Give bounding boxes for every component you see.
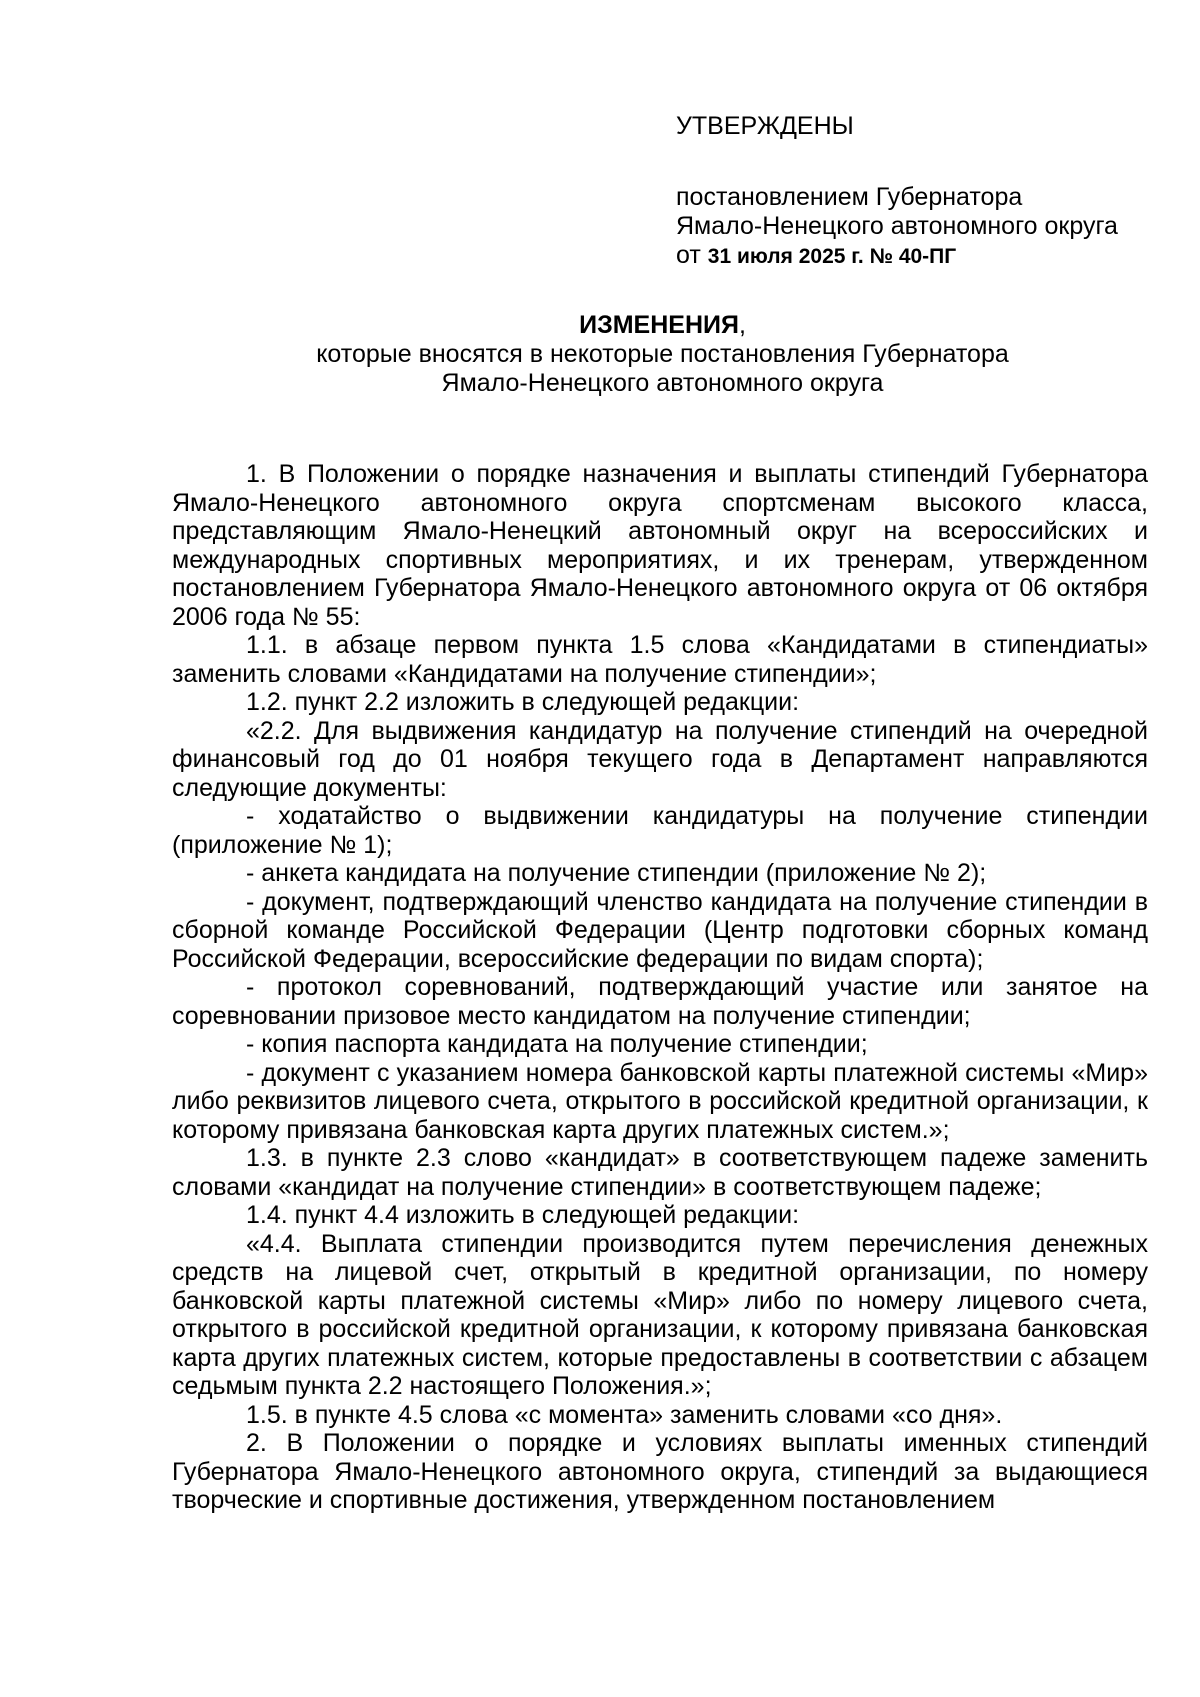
document-title-block bbox=[170, 311, 1155, 398]
paragraph: - ходатайство о выдвижении кандидатуры на получение стипендии (приложение № 1); bbox=[172, 802, 1148, 859]
paragraph: 1.5. в пункте 4.5 слова «с момента» заменить словами «со дня». bbox=[246, 1400, 1003, 1429]
paragraph: - протокол соревнований, подтверждающий участие или занятое на соревновании призовое место кандидатом на получение стипендии; bbox=[172, 973, 1148, 1030]
approval-heading: УТВЕРЖДЕНЫ bbox=[676, 112, 854, 140]
paragraph: «2.2. Для выдвижения кандидатур на получение стипендий на очередной финансовый год до 01 ноября текущего года в Департамент направляются следующие документы: bbox=[172, 716, 1148, 802]
document-title bbox=[170, 311, 1155, 340]
approval-date-prefix: от bbox=[676, 241, 708, 269]
approval-line: постановлением Губернатора bbox=[676, 183, 1023, 211]
document-title-main: ИЗМЕНЕНИЯ bbox=[579, 311, 739, 339]
paragraph: 1. В Положении о порядке назначения и выплаты стипендий Губернатора Ямало-Ненецкого автономного округа спортсменам высокого класса, представляющим Ямало-Ненецкий автономный округ на всероссийских и международных спортивных мероприятиях, и их тренерам, утвержденном постановлением Губернатора Ямало-Ненецкого автономного округа от 06 октября 2006 года № 55: bbox=[172, 460, 1148, 631]
paragraph: - анкета кандидата на получение стипендии (приложение № 2); bbox=[246, 859, 987, 887]
paragraph: - документ с указанием номера банковской карты платежной системы «Мир» либо реквизитов лицевого счета, открытого в российской кредитной организации, к которому привязана банковская карта других платежных систем.»; bbox=[172, 1058, 1148, 1144]
approval-block bbox=[676, 112, 1146, 271]
paragraph: - копия паспорта кандидата на получение стипендии; bbox=[246, 1030, 868, 1058]
paragraph: 1.4. пункт 4.4 изложить в следующей редакции: bbox=[246, 1201, 800, 1229]
approval-date bbox=[676, 241, 1146, 271]
document-subtitle-line: Ямало-Ненецкого автономного округа bbox=[441, 369, 884, 397]
paragraph: - документ, подтверждающий членство кандидата на получение стипендии в сборной команде Российской Федерации (Центр подготовки сборных команд Российской Федерации, всероссийские федерации по видам спорта); bbox=[172, 887, 1148, 973]
paragraph: 1.2. пункт 2.2 изложить в следующей редакции: bbox=[246, 688, 800, 716]
paragraph: 1.3. в пункте 2.3 слово «кандидат» в соответствующем падеже заменить словами «кандидат на получение стипендии» в соответствующем падеже; bbox=[172, 1144, 1148, 1201]
document-subtitle-line: которые вносятся в некоторые постановления Губернатора bbox=[316, 340, 1009, 368]
paragraph: 2. В Положении о порядке и условиях выплаты именных стипендий Губернатора Ямало-Ненецкого автономного округа, стипендий за выдающиеся творческие и спортивные достижения, утвержденном постановлением bbox=[172, 1429, 1148, 1514]
paragraph: 1.1. в абзаце первом пункта 1.5 слова «Кандидатами в стипендиаты» заменить словами «Кандидатами на получение стипендии»; bbox=[172, 631, 1148, 688]
document-title-suffix: , bbox=[738, 311, 746, 339]
paragraph: «4.4. Выплата стипендии производится путем перечисления денежных средств на лицевой счет, открытый в кредитной организации, по номеру банковской карты платежной системы «Мир» либо по номеру лицевого счета, открытого в российской кредитной организации, к которому привязана банковская карта других платежных систем, которые предоставлены в соответствии с абзацем седьмым пункта 2.2 настоящего Положения.»; bbox=[172, 1229, 1148, 1400]
approval-line: Ямало-Ненецкого автономного округа bbox=[676, 212, 1118, 240]
document-body bbox=[172, 460, 1148, 1515]
approval-date-number: 31 июля 2025 г. № 40-ПГ bbox=[707, 245, 957, 268]
